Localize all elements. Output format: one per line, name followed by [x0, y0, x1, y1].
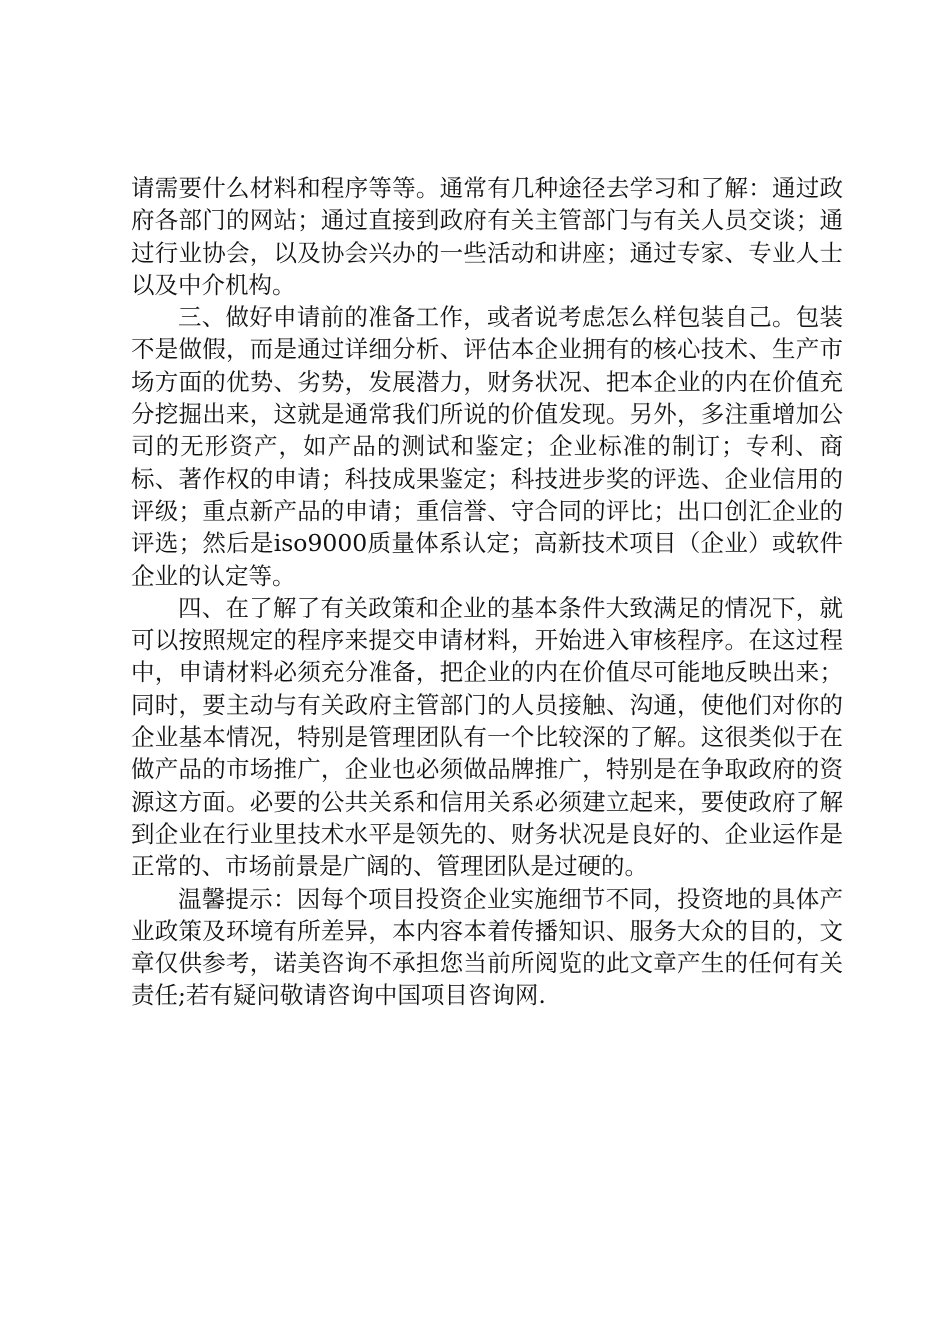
paragraph-disclaimer: 温馨提示：因每个项目投资企业实施细节不同，投资地的具体产业政策及环境有所差异，本内容本着传播知识、服务大众的目的，文章仅供参考，诺美咨询不承担您当前所阅览的此文章产生的任何有关责任;若有疑问敬请咨询中国项目咨询网.: [131, 884, 843, 1010]
paragraph-section-three: 三、做好申请前的准备工作，或者说考虑怎么样包装自己。包装不是做假，而是通过详细分析、评估本企业拥有的核心技术、生产市场方面的优势、劣势，发展潜力，财务状况、把本企业的内在价值充分挖掘出来，这就是通常我们所说的价值发现。另外，多注重增加公司的无形资产，如产品的测试和鉴定；企业标准的制订；专利、商标、著作权的申请；科技成果鉴定；科技进步奖的评选、企业信用的评级；重点新产品的申请；重信誉、守合同的评比；出口创汇企业的评选；然后是iso9000质量体系认定；高新技术项目（企业）或软件企业的认定等。: [131, 303, 843, 590]
paragraph-section-four: 四、在了解了有关政策和企业的基本条件大致满足的情况下，就可以按照规定的程序来提交申请材料，开始进入审核程序。在这过程中，申请材料必须充分准备，把企业的内在价值尽可能地反映出来；同时，要主动与有关政府主管部门的人员接触、沟通，使他们对你的企业基本情况，特别是管理团队有一个比较深的了解。这很类似于在做产品的市场推广，企业也必须做品牌推广，特别是在争取政府的资源这方面。必要的公共关系和信用关系必须建立起来，要使政府了解到企业在行业里技术水平是领先的、财务状况是良好的、企业运作是正常的、市场前景是广阔的、管理团队是过硬的。: [131, 593, 843, 881]
document-body: [131, 172, 843, 1012]
paragraph-continuation: 请需要什么材料和程序等等。通常有几种途径去学习和了解：通过政府各部门的网站；通过直接到政府有关主管部门与有关人员交谈；通过行业协会，以及协会兴办的一些活动和讲座；通过专家、专业人士以及中介机构。: [131, 174, 843, 299]
